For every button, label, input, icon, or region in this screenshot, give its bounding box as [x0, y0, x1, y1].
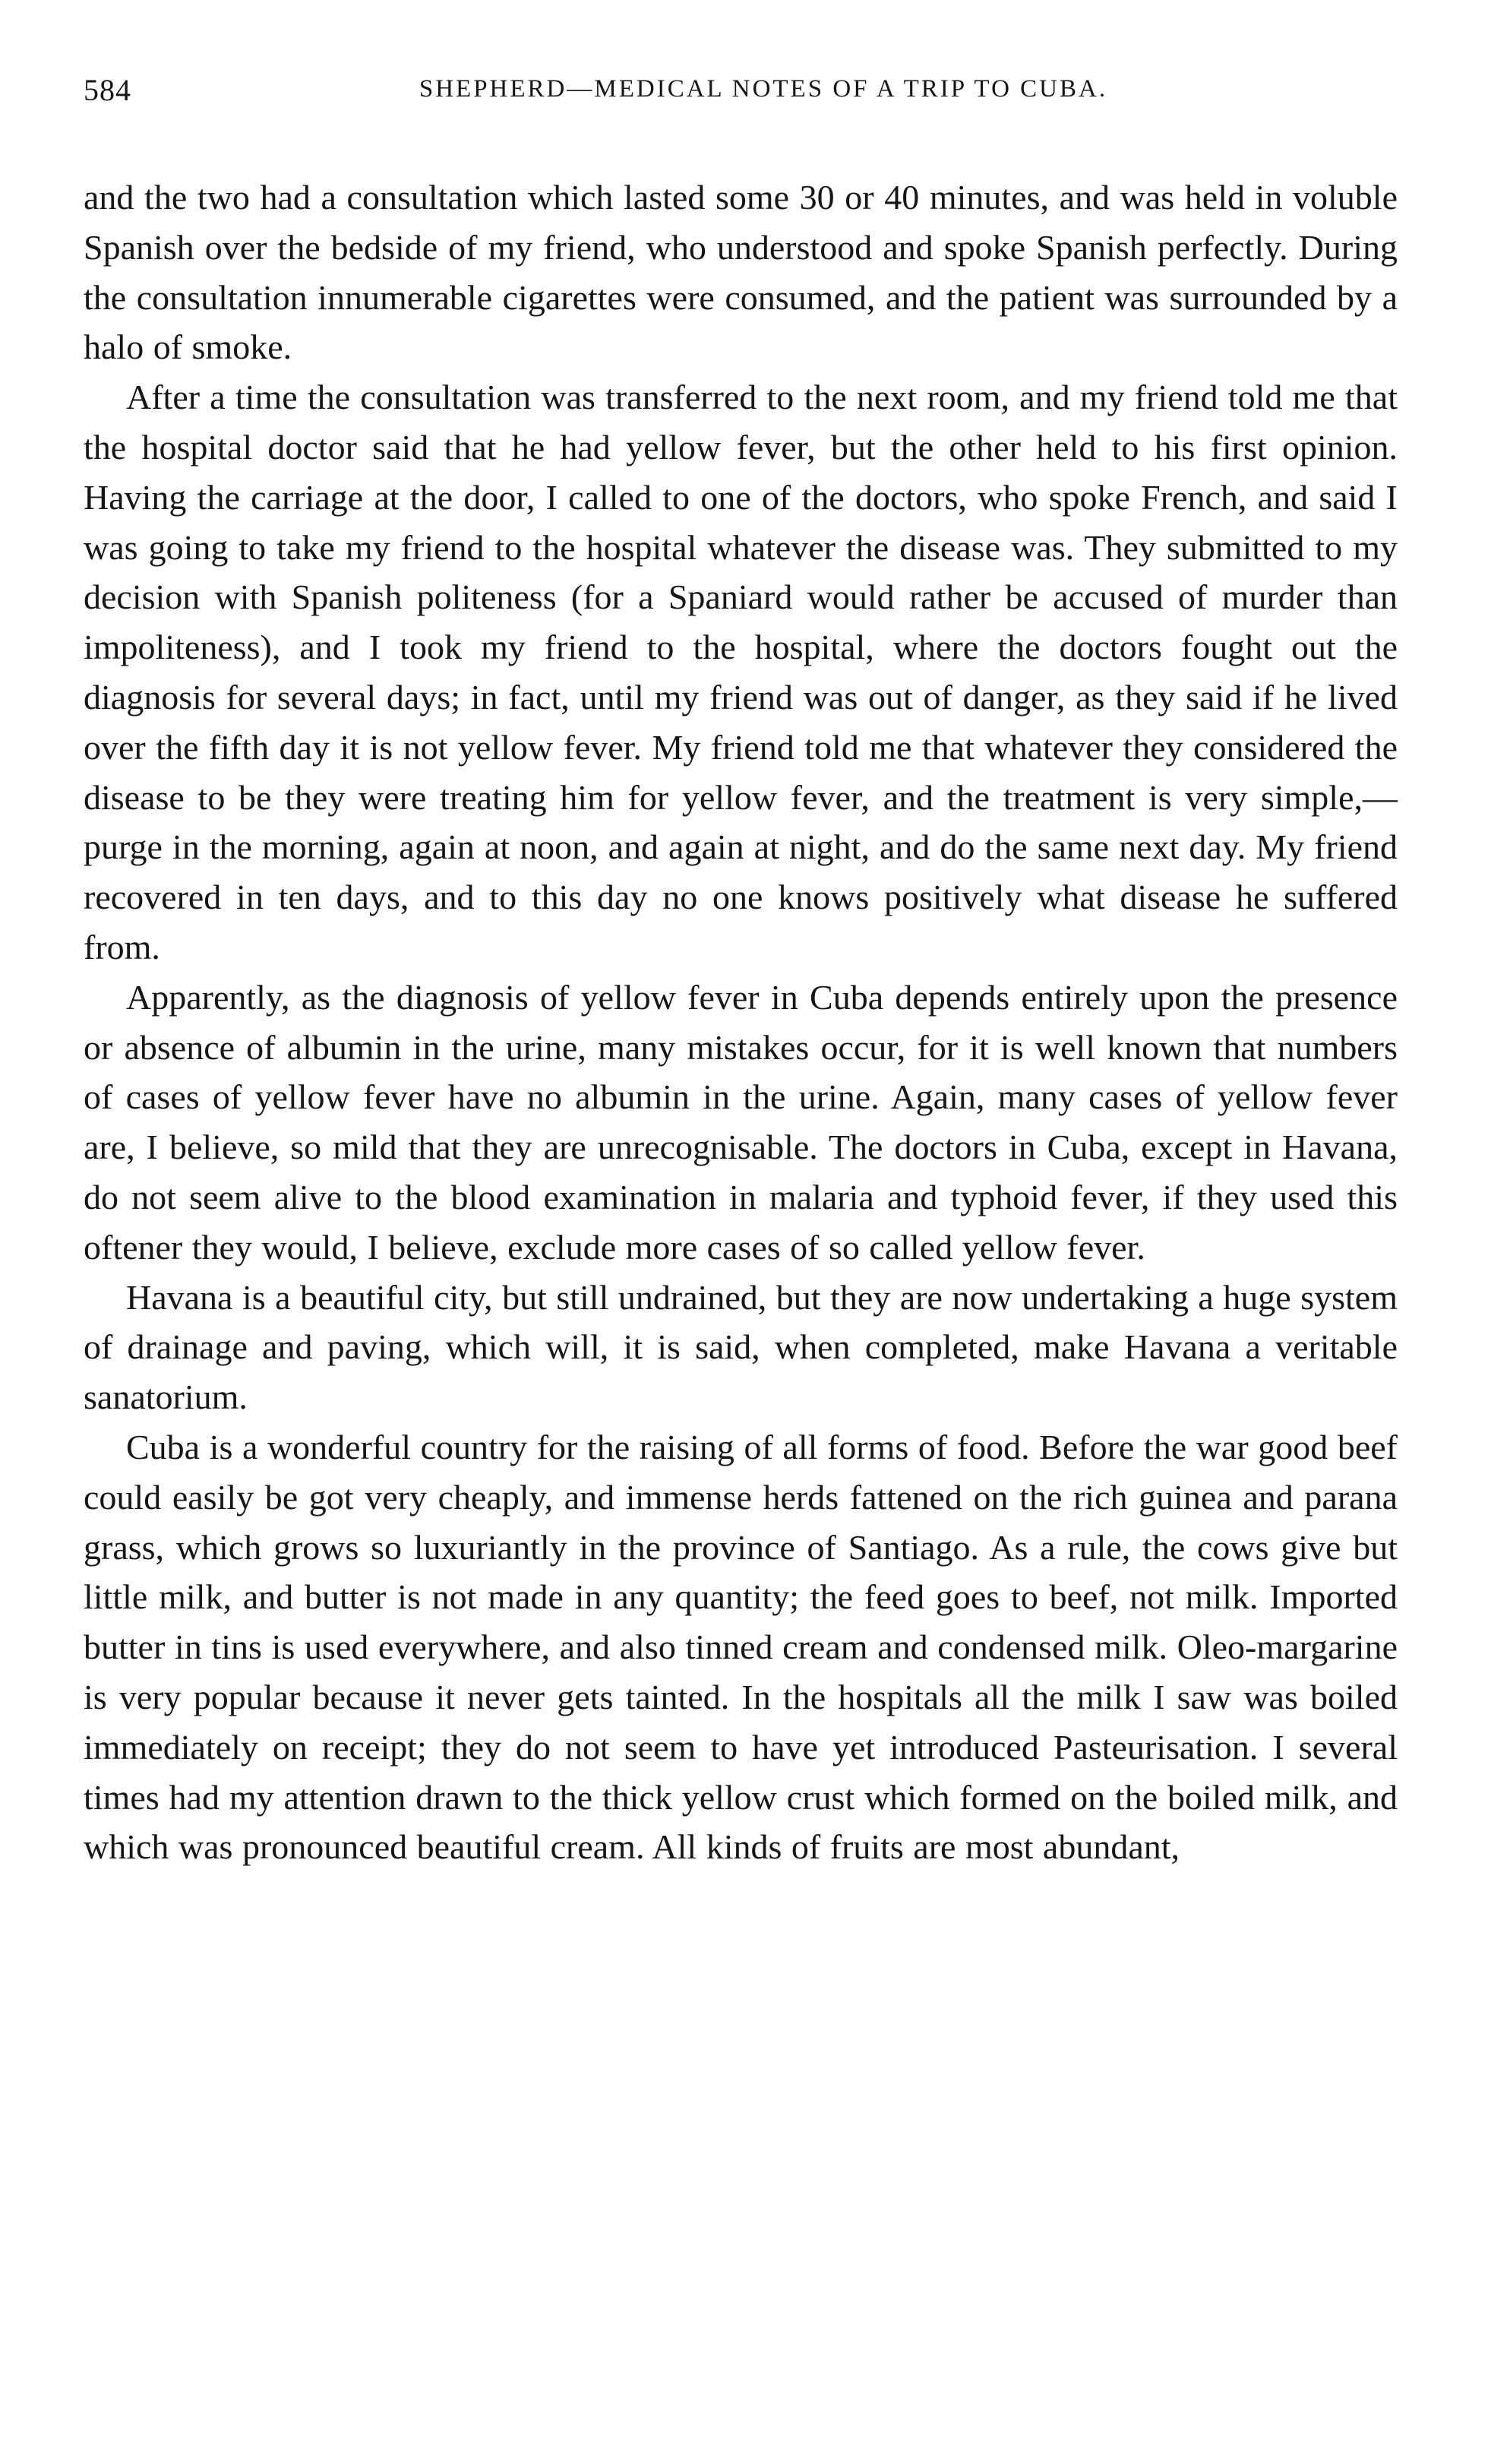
paragraph-consultation: After a time the consultation was transferred to the next room, and my friend told me that the hospital doctor said that he had yellow fever, but the other held to his first opinion. Having the carriage at the door, I called to one of the doctors, who spoke French, and said I was going to take my friend to the hospital whatever the disease was. They submitted to my decision with Spanish politeness (for a Spaniard would rather be accused of murder than impoliteness), and I took my friend to the hospital, where the doctors fought out the diagnosis for several days; in fact, until my friend was out of danger, as they said if he lived over the fifth day it is not yellow fever. My friend told me that whatever they considered the disease to be they were treating him for yellow fever, and the treatment is very simple,—purge in the morning, again at noon, and again at night, and do the same next day. My friend recovered in ten days, and to this day no one knows positively what disease he suffered from.: [84, 378, 1398, 966]
document-page: [84, 72, 1398, 1872]
running-header: [84, 72, 1398, 142]
paragraph-diagnosis: Apparently, as the diagnosis of yellow fever in Cuba depends entirely upon the presence or absence of albumin in the urine, many mistakes occur, for it is well known that numbers of cases of yellow fever have no albumin in the urine. Again, many cases of yellow fever are, I believe, so mild that they are unrecognisable. The doctors in Cuba, except in Havana, do not seem alive to the blood examination in malaria and typhoid fever, if they used this oftener they would, I believe, exclude more cases of so called yellow fever.: [84, 977, 1398, 1267]
paragraph-continuation: and the two had a consultation which lasted some 30 or 40 minutes, and was held in voluble Spanish over the bedside of my friend, who understood and spoke Spanish perfectly. During the consultation innumerable cigarettes were consumed, and the patient was surrounded by a halo of smoke.: [84, 178, 1398, 367]
running-title: SHEPHERD—MEDICAL NOTES OF A TRIP TO CUBA.: [419, 75, 1108, 103]
page-number: 584: [84, 73, 131, 107]
body-text: [84, 172, 1398, 1872]
paragraph-food: Cuba is a wonderful country for the raising of all forms of food. Before the war good beef could easily be got very cheaply, and immense herds fattened on the rich guinea and parana grass, which grows so luxuriantly in the province of Santiago. As a rule, the cows give but little milk, and butter is not made in any quantity; the feed goes to beef, not milk. Imported butter in tins is used everywhere, and also tinned cream and condensed milk. Oleo-margarine is very popular because it never gets tainted. In the hospitals all the milk I saw was boiled immediately on receipt; they do not seem to have yet introduced Pasteurisation. I several times had my attention drawn to the thick yellow crust which formed on the boiled milk, and which was pronounced beautiful cream. All kinds of fruits are most abundant,: [84, 1427, 1398, 1867]
paragraph-havana: Havana is a beautiful city, but still undrained, but they are now undertaking a huge system of drainage and paving, which will, it is said, when completed, make Havana a veritable sanatorium.: [84, 1277, 1398, 1417]
